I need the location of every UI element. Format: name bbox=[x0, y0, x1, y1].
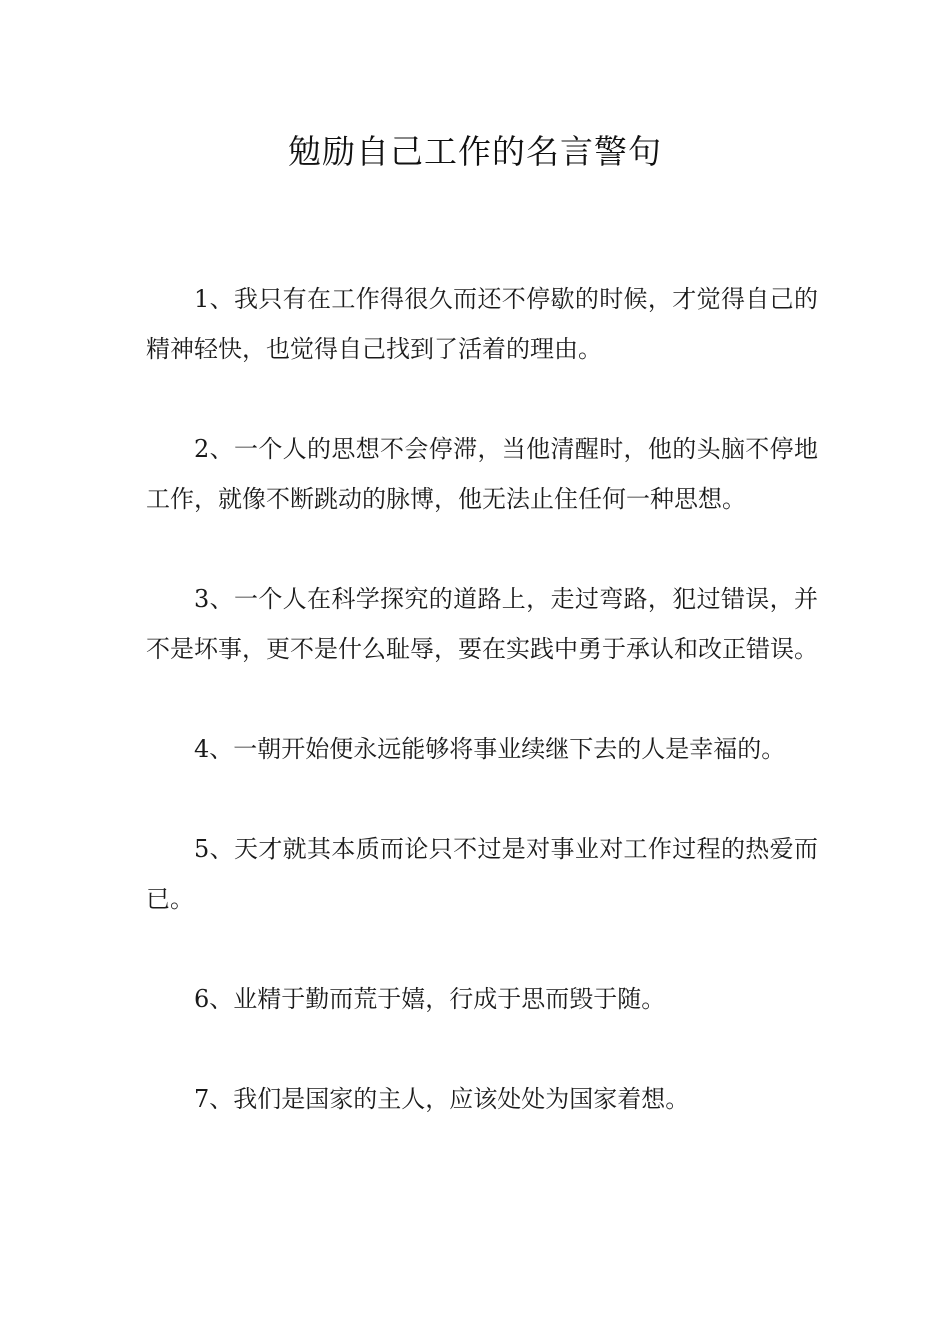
quote-paragraph-6: 6、业精于勤而荒于嬉，行成于思而毁于随。 bbox=[194, 985, 666, 1013]
quote-paragraph-7: 7、我们是国家的主人，应该处处为国家着想。 bbox=[194, 1085, 690, 1113]
document-body bbox=[146, 274, 818, 1174]
document-title: 勉励自己工作的名言警句 bbox=[288, 132, 662, 171]
quote-paragraph-3: 3、一个人在科学探究的道路上，走过弯路，犯过错误，并不是坏事，更不是什么耻辱，要在实践中勇于承认和改正错误。 bbox=[146, 585, 818, 663]
quote-paragraph-2: 2、一个人的思想不会停滞，当他清醒时，他的头脑不停地工作，就像不断跳动的脉博，他无法止住任何一种思想。 bbox=[146, 435, 818, 513]
quote-paragraph-5: 5、天才就其本质而论只不过是对事业对工作过程的热爱而已。 bbox=[146, 835, 818, 913]
quote-paragraph-4: 4、一朝开始便永远能够将事业续继下去的人是幸福的。 bbox=[194, 735, 786, 763]
quote-paragraph-1: 1、我只有在工作得很久而还不停歇的时候，才觉得自己的精神轻快，也觉得自己找到了活着的理由。 bbox=[146, 285, 818, 363]
